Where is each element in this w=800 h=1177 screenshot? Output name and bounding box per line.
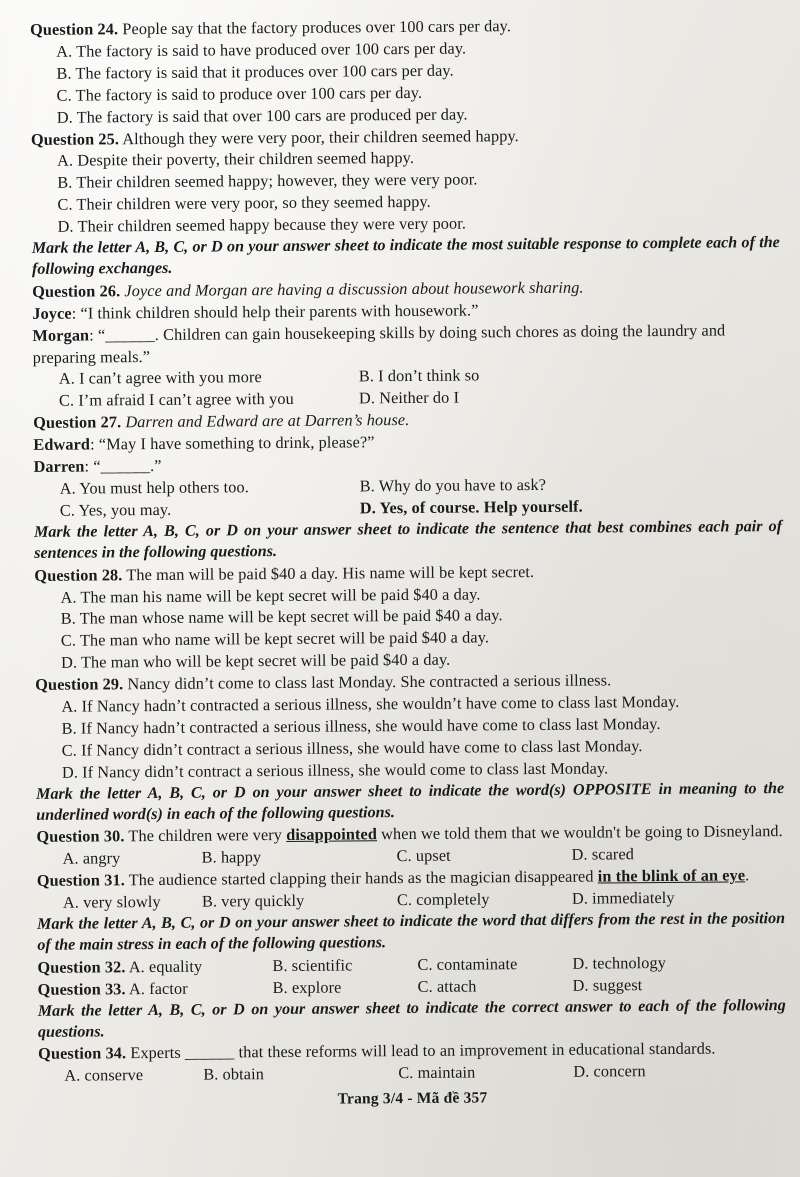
question-30-option-a[interactable]: A. angry [62,848,121,869]
question-31-option-d[interactable]: D. immediately [571,888,675,908]
question-31-text-before: The audience started clapping their hands as the magician disappeared [128,866,598,890]
question-27-option-b[interactable]: B. Why do you have to ask? [359,474,547,496]
question-25-option-d[interactable]: D. Their children seemed happy because they were very poor. [57,213,467,236]
question-30-text-before: The children were very [128,825,287,846]
question-32-option-d[interactable]: D. technology [572,952,667,973]
question-26-speaker-1-name: Joyce [32,303,72,323]
question-32-option-b[interactable]: B. scientific [272,955,353,975]
question-31-option-b[interactable]: B. very quickly [201,890,305,911]
question-31-label: Question 31. [36,870,125,891]
question-25-option-a[interactable]: A. Despite their poverty, their children seemed happy. [57,148,415,171]
question-34-option-a[interactable]: A. conserve [64,1065,144,1086]
question-27-option-d[interactable]: D. Yes, of course. Help yourself. [359,496,583,518]
question-34-option-d[interactable]: D. concern [573,1061,646,1082]
question-27-speaker-2-text: : “______.” [84,456,162,476]
question-33-option-a-text: A. factor [128,978,188,998]
question-26-speaker-2 [32,319,780,369]
question-26-speaker-2-name: Morgan [32,325,90,345]
question-29-option-b[interactable]: B. If Nancy hadn’t contracted a serious illness, she would have come to class last Monday. [61,713,661,738]
question-33-option-a[interactable] [38,977,273,1001]
question-27-speaker-1-text: : “May I have something to drink, please?” [89,432,375,454]
instruction-combine: Mark the letter A, B, C, or D on your answer sheet to indicate the sentence that best combines each pair of sentences in the following questions. [33,517,783,563]
question-27-label: Question 27. [33,412,122,433]
question-30-underlined-word: disappointed [286,824,378,845]
question-30-option-d[interactable]: D. scared [571,844,635,865]
question-27-option-c[interactable]: C. Yes, you may. [59,499,172,520]
question-30-option-c[interactable]: C. upset [396,846,451,866]
question-29-option-c[interactable]: C. If Nancy didn’t contract a serious illness, she would have come to class last Monday. [61,735,643,760]
question-26-label: Question 26. [32,281,121,301]
question-27-context: Darren and Edward are at Darren’s house. [125,410,410,432]
question-25-text: Although they were very poor, their children seemed happy. [122,125,519,148]
question-32-option-a[interactable] [37,955,272,979]
question-27-option-a[interactable]: A. You must help others too. [59,477,249,498]
question-31-option-a[interactable]: A. very slowly [62,892,161,912]
question-33-option-d[interactable]: D. suggest [572,974,643,995]
question-26-speaker-2-text: : “______. Children can gain housekeeping skills by doing such chores as doing the laundry and preparing meals.” [32,320,726,367]
page-footer: Trang 3/4 - Mã đề 357 [337,1089,488,1108]
question-27-speaker-1-name: Edward [33,434,91,455]
question-34-label: Question 34. [38,1043,127,1064]
question-34-text: Experts ______ that these reforms will lead to an improvement in educational standards. [130,1039,716,1063]
question-30-option-b[interactable]: B. happy [201,847,262,867]
instruction-opposite: Mark the letter A, B, C, or D on your answer sheet to indicate the word(s) OPPOSITE in meaning to the underlined word(s) in each of the following questions. [36,779,785,824]
question-32-label: Question 32. [37,957,126,977]
question-28-option-b[interactable]: B. The man whose name will be kept secret will be paid $40 a day. [60,605,503,629]
question-25-option-c[interactable]: C. Their children were very poor, so they seemed happy. [57,192,431,214]
question-32-option-a-text: A. equality [128,956,203,977]
instruction-exchanges: Mark the letter A, B, C, or D on your answer sheet to indicate the most suitable response to complete each of the following exchanges. [31,234,780,279]
question-28-option-d[interactable]: D. The man who will be kept secret will be paid $40 a day. [60,649,451,672]
question-29-option-d[interactable]: D. If Nancy didn’t contract a serious illness, she would come to class last Monday. [61,758,609,782]
question-24-option-d[interactable]: D. The factory is said that over 100 cars are produced per day. [56,104,468,127]
question-27-speaker-2-name: Darren [33,456,85,477]
page-content [30,13,787,1111]
instruction-correct-answer: Mark the letter A, B, C, or D on your answer sheet to indicate the correct answer to each of the following questions. [37,996,786,1041]
instruction-stress: Mark the letter A, B, C, or D on your answer sheet to indicate the word that differs from the rest in the position of the main stress in each of the following questions. [37,910,786,955]
question-24-text: People say that the factory produces over 100 cars per day. [122,16,512,39]
question-32-option-c[interactable]: C. contaminate [417,953,518,974]
question-24-label: Question 24. [30,19,119,39]
question-25-option-b[interactable]: B. Their children seemed happy; however, they were very poor. [57,169,478,193]
question-26-speaker-1-text: : “I think children should help their parents with housework.” [71,300,479,323]
question-33-option-b[interactable]: B. explore [272,977,342,997]
question-28-text: The man will be paid $40 a day. His name will be kept secret. [126,561,535,584]
question-34-option-c[interactable]: C. maintain [398,1062,476,1083]
question-34-options [38,1059,786,1087]
question-25-label: Question 25. [30,128,120,149]
question-26-option-b[interactable]: B. I don’t think so [358,365,480,386]
question-26-context: Joyce and Morgan are having a discussion about housework sharing. [124,277,584,301]
question-24-option-a[interactable]: A. The factory is said to have produced over 100 cars per day. [56,38,467,61]
question-30-text-after: when we told them that we wouldn't be going to Disneyland. [376,821,783,844]
question-26-option-c[interactable]: C. I’m afraid I can’t agree with you [58,389,294,411]
question-29-text: Nancy didn’t come to class last Monday. She contracted a serious illness. [127,670,612,694]
question-24-option-b[interactable]: B. The factory is said that it produces over 100 cars per day. [56,60,454,83]
question-24-option-c[interactable]: C. The factory is said to produce over 100 cars per day. [56,82,423,105]
question-28-option-a[interactable]: A. The man his name will be kept secret will be paid $40 a day. [60,583,481,607]
question-33-label: Question 33. [37,978,126,999]
question-29-label: Question 29. [35,674,124,695]
question-28-option-c[interactable]: C. The man who name will be kept secret will be paid $40 a day. [60,627,490,651]
question-26-option-d[interactable]: D. Neither do I [358,387,460,408]
question-33-option-c[interactable]: C. attach [417,976,477,996]
question-31-text-after: . [745,865,750,885]
question-30-label: Question 30. [36,826,125,847]
question-26-option-a[interactable]: A. I can’t agree with you more [58,367,262,389]
question-29-option-a[interactable]: A. If Nancy hadn’t contracted a serious illness, she wouldn’t have come to class last Monday. [61,691,680,716]
question-31-option-c[interactable]: C. completely [396,889,490,910]
question-31-underlined-word: in the blink of an eye [597,865,746,886]
question-34-option-b[interactable]: B. obtain [203,1064,264,1084]
question-28-label: Question 28. [34,564,123,585]
